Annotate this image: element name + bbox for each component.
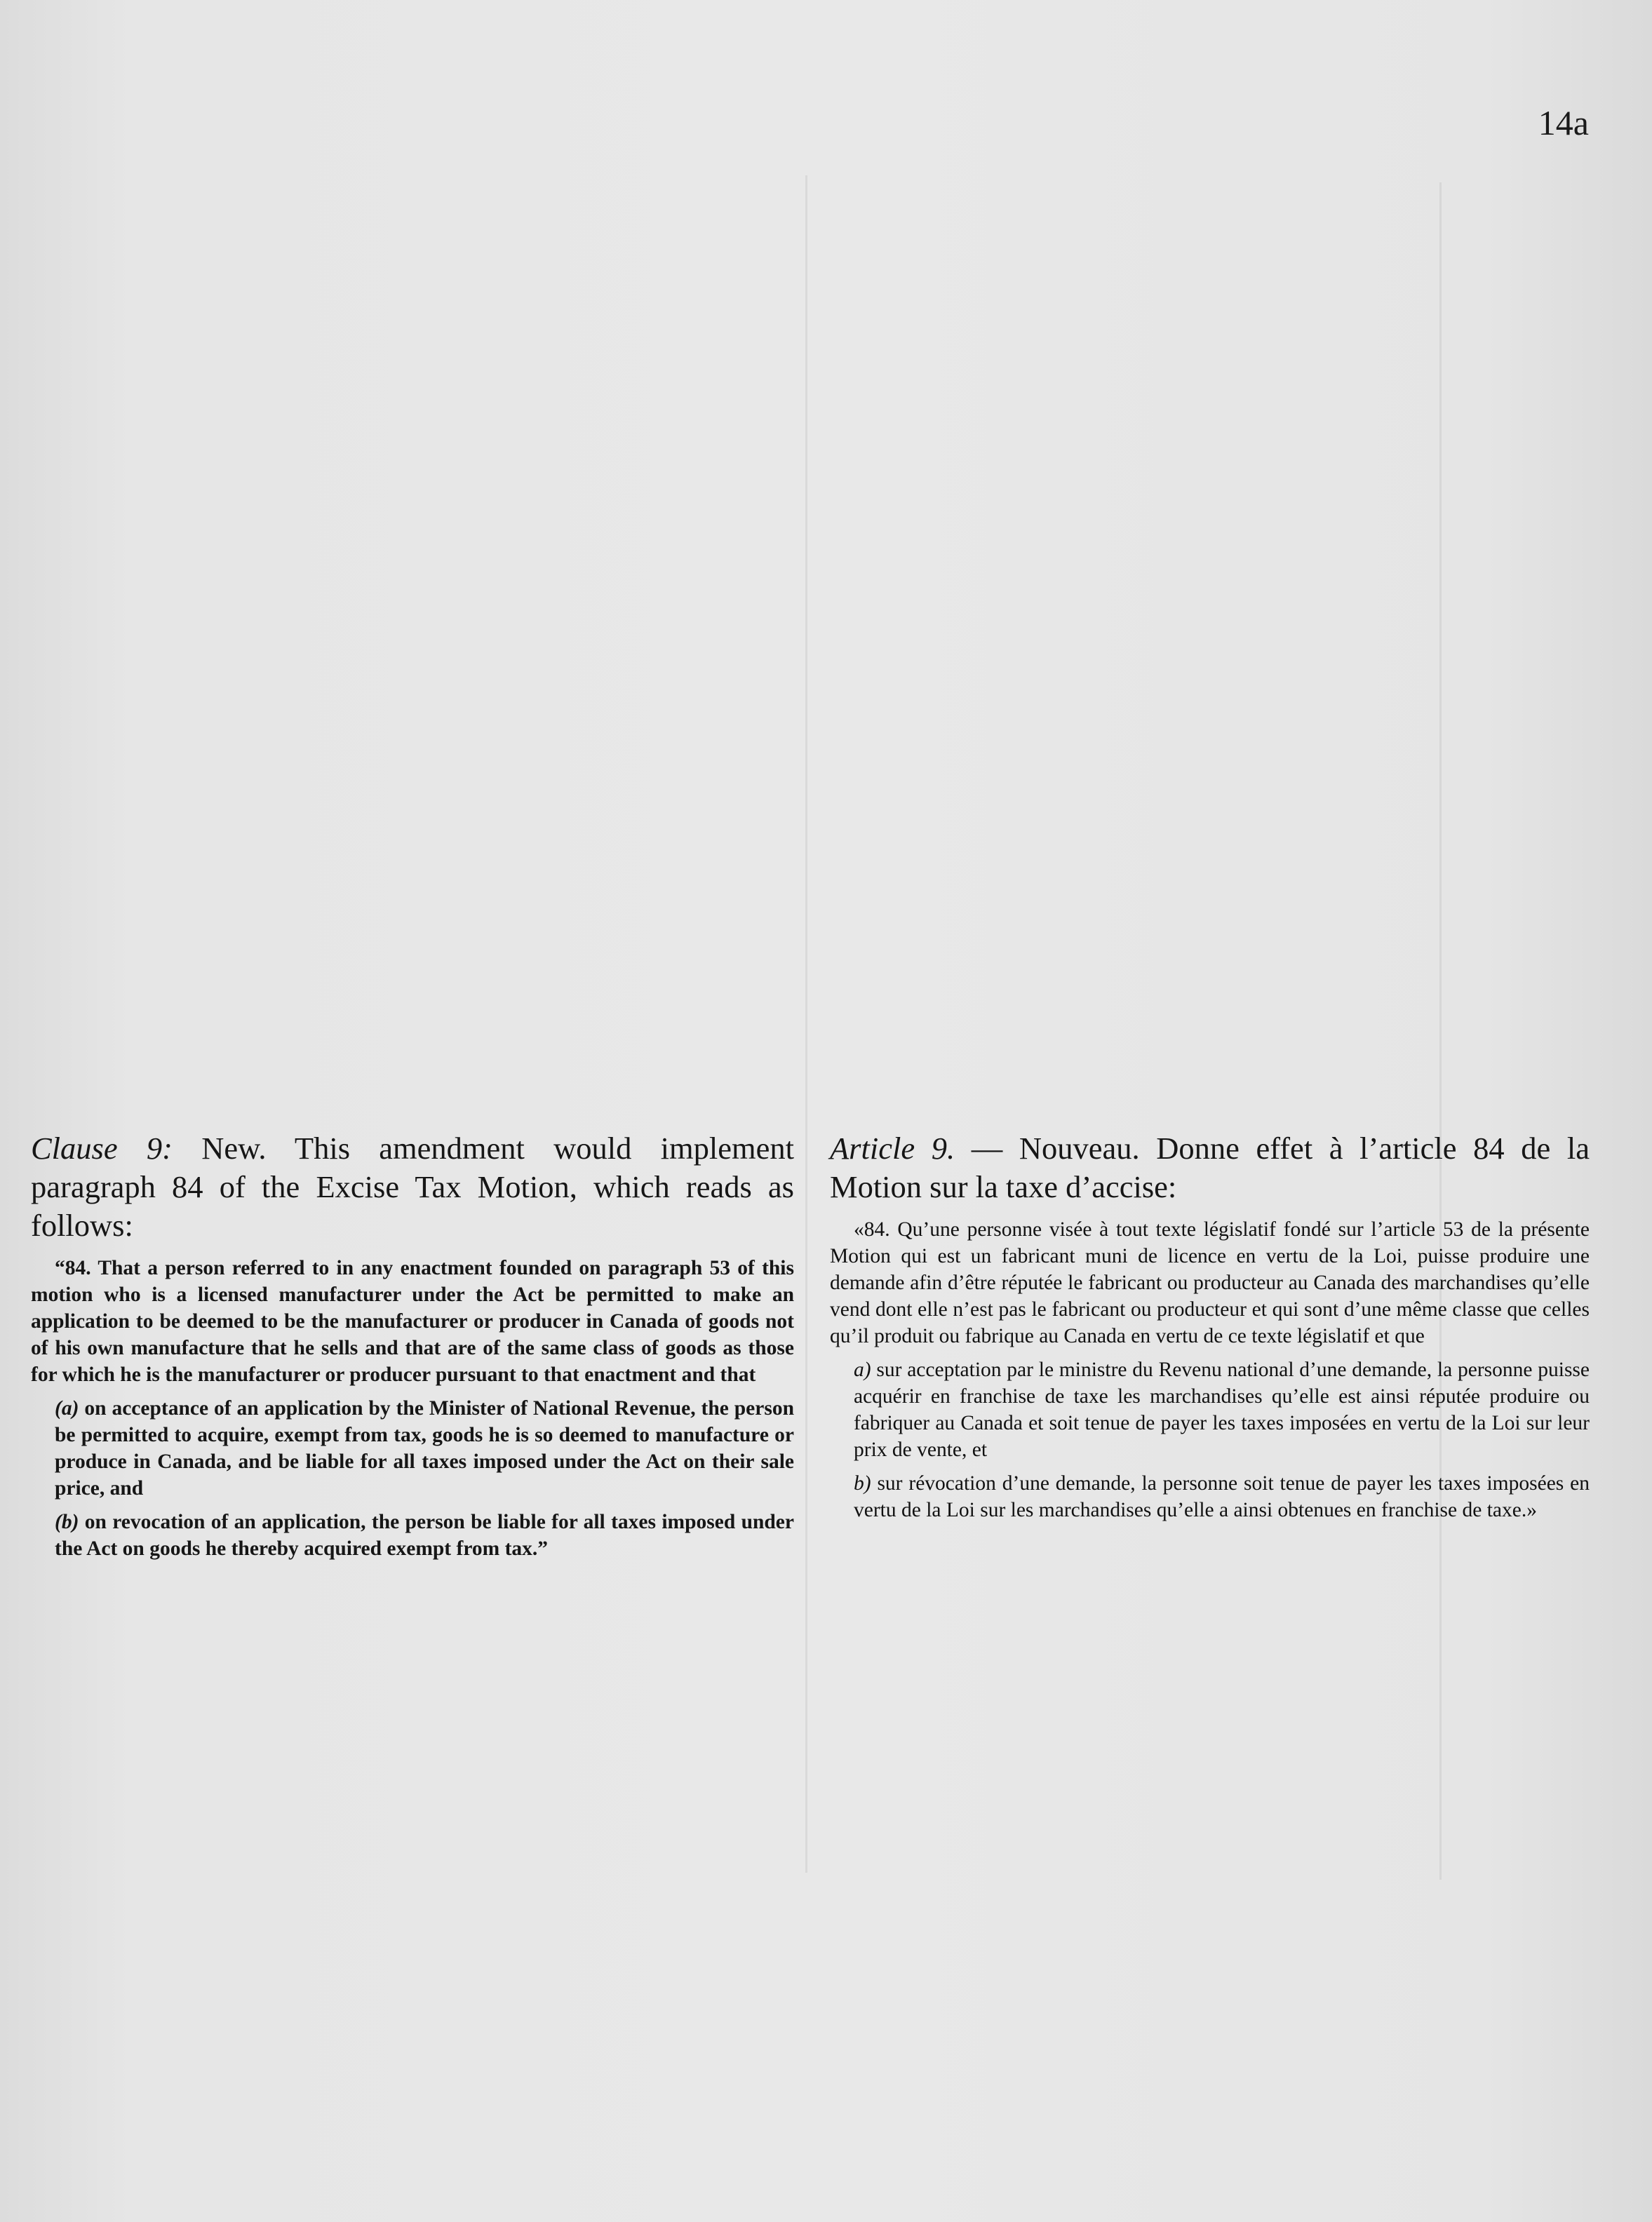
- paragraph-text: sur acceptation par le ministre du Revenu national d’une demande, la personne puisse acquérir en franchise de taxe les marchandises qu’elle est ainsi réputée produire ou fabriquer au Canada et soit tenue de payer les taxes imposées en vertu de la Loi sur leur prix de vente, et: [854, 1359, 1590, 1461]
- motion-paragraph-a: [31, 1395, 794, 1502]
- motion-quote-intro: «84. Qu’une personne visée à tout texte législatif fondé sur l’article 53 de la présente Motion qui est un fabricant muni de licence en vertu de la Loi, puisse produire une demande afin d’être réputée le fabricant ou producteur au Canada des marchandises qu’elle vend dont elle n’est pas le fabricant ou producteur et qui sont d’une même classe que celles qu’il produit ou fabrique au Canada en vertu de ce texte législatif et que: [830, 1218, 1590, 1347]
- bleed-through-rule: [805, 175, 807, 1873]
- motion-paragraph-b: [830, 1470, 1590, 1523]
- clause-label: Clause 9:: [31, 1131, 173, 1166]
- english-column: [31, 1129, 794, 1569]
- paragraph-text: on acceptance of an application by the Minister of National Revenue, the person be permitted to acquire, exempt from tax, goods he is so deemed to manufacture or produce in Canada, and be liable for all taxes imposed under the Act on their sale price, and: [55, 1397, 794, 1500]
- french-column: [830, 1129, 1590, 1530]
- article-label: Article 9.: [830, 1131, 955, 1166]
- motion-paragraph-b: [31, 1509, 794, 1562]
- article-heading: [830, 1129, 1590, 1206]
- article-description: — Nouveau. Donne effet à l’article 84 de la Motion sur la taxe d’accise:: [830, 1131, 1590, 1204]
- paragraph-label: b): [854, 1472, 871, 1495]
- motion-quote-intro: “84. That a person referred to in any enactment founded on paragraph 53 of this motion who is a licensed manufacturer under the Act be permitted to make an application to be deemed to be the manufacturer or producer in Canada of goods not of his own manufacture that he sells and that are of the same class of goods as those for which he is the manufacturer or producer pursuant to that enactment and that: [31, 1257, 794, 1386]
- paragraph-text: on revocation of an application, the person be liable for all taxes imposed under the Act on goods he thereby acquired exempt from tax.”: [55, 1511, 794, 1560]
- paragraph-text: sur révocation d’une demande, la personne soit tenue de payer les taxes imposées en vertu de la Loi sur les marchandises qu’elle a ainsi obtenues en franchise de taxe.»: [854, 1472, 1590, 1521]
- paragraph-label: a): [854, 1359, 871, 1381]
- bleed-through-rule: [1439, 182, 1442, 1880]
- motion-paragraph-a: [830, 1356, 1590, 1463]
- paragraph-label: (b): [55, 1511, 79, 1533]
- paragraph-label: (a): [55, 1397, 79, 1420]
- clause-heading: [31, 1129, 794, 1245]
- clause-description: New. This amendment would implement paragraph 84 of the Excise Tax Motion, which reads as follows:: [31, 1131, 795, 1243]
- page-number: 14a: [1538, 103, 1589, 142]
